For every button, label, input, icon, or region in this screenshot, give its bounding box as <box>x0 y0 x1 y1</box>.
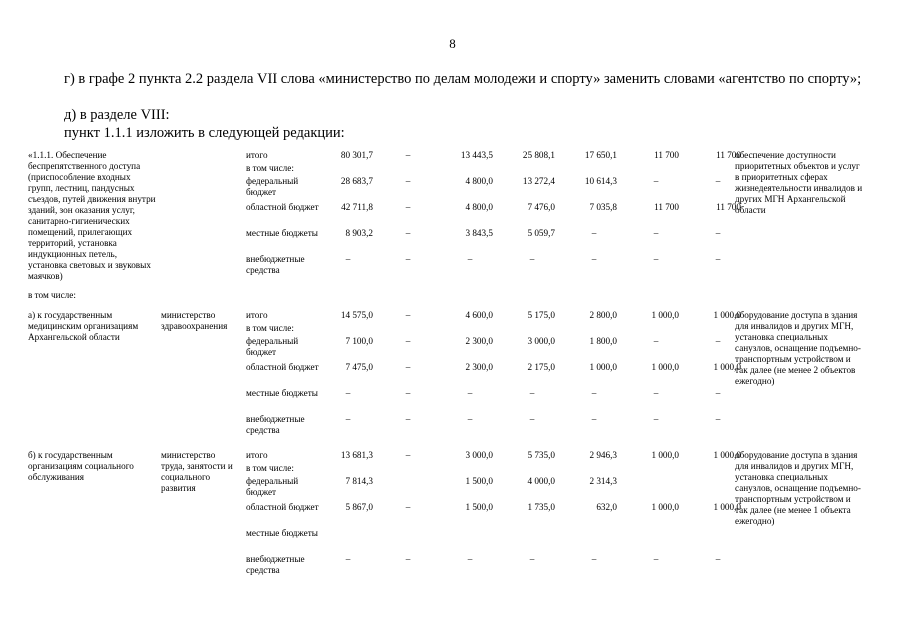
paragraph-d: д) в разделе VIII: <box>64 107 170 123</box>
fund-source-label: местные бюджеты <box>246 228 318 238</box>
in-total-label: в том числе: <box>28 290 76 300</box>
fund-value: 3 000,0 <box>465 450 493 460</box>
fund-value: 4 800,0 <box>465 202 493 212</box>
fund-row-incl <box>28 323 863 336</box>
fund-value: 1 000,0 <box>713 310 741 320</box>
fund-value: 5 735,0 <box>527 450 555 460</box>
fund-value: – <box>467 554 473 564</box>
fund-value: 7 035,8 <box>589 202 617 212</box>
fund-row-incl <box>28 463 863 476</box>
fund-value: – <box>653 254 659 264</box>
fund-value: – <box>653 336 659 346</box>
fund-value: 8 903,2 <box>345 228 373 238</box>
fund-value: 3 843,5 <box>465 228 493 238</box>
fund-row-local <box>28 228 863 254</box>
fund-value: – <box>715 388 721 398</box>
fund-source-label: федеральный бюджет <box>246 336 299 357</box>
fund-value: 42 711,8 <box>341 202 373 212</box>
fund-value: 1 500,0 <box>465 502 493 512</box>
fund-value: 7 475,0 <box>345 362 373 372</box>
fund-value: 11 700 <box>654 202 679 212</box>
fund-value: 14 575,0 <box>340 310 373 320</box>
fund-value: – <box>591 254 597 264</box>
block-description: «1.1.1. Обеспечение беспрепятственного доступа (приспособление входных групп, лестниц, пандусных съездов, путей движения внутри зданий, зон оказания услуг, санитарно-гигиенических помещений, прилегающих территорий, установка индукционных петель, установка световых и звуковых маячков) <box>28 150 156 281</box>
fund-source-label: внебюджетные средства <box>246 414 305 435</box>
fund-value: – <box>591 554 597 564</box>
fund-value: – <box>405 554 411 564</box>
fund-value: – <box>529 414 535 424</box>
table-block-a <box>28 310 863 450</box>
fund-value: 17 650,1 <box>584 150 617 160</box>
paragraph-p111: пункт 1.1.1 изложить в следующей редакции: <box>64 125 345 141</box>
fund-value: 3 000,0 <box>527 336 555 346</box>
fund-value: 7 814,3 <box>345 476 373 486</box>
fund-row-regional <box>28 362 863 388</box>
fund-value: 1 000,0 <box>713 502 741 512</box>
fund-value: 13 681,3 <box>340 450 373 460</box>
fund-value: 4 000,0 <box>527 476 555 486</box>
fund-source-label: местные бюджеты <box>246 388 318 398</box>
fund-value: 1 500,0 <box>465 476 493 486</box>
fund-value: – <box>345 388 351 398</box>
fund-value: 1 735,0 <box>527 502 555 512</box>
fund-source-label: итого <box>246 150 268 160</box>
fund-value: 1 000,0 <box>651 310 679 320</box>
block-note: обеспечение доступности приоритетных объектов и услуг в приоритетных сферах жизнедеятельности инвалидов и других МГН Архангельской области <box>735 150 863 215</box>
fund-source-label: областной бюджет <box>246 502 319 512</box>
fund-value: 25 808,1 <box>522 150 555 160</box>
fund-value: – <box>467 414 473 424</box>
fund-value: 4 600,0 <box>465 310 493 320</box>
fund-value: 4 800,0 <box>465 176 493 186</box>
fund-value: 7 100,0 <box>345 336 373 346</box>
fund-value: – <box>653 176 659 186</box>
fund-value: 1 000,0 <box>651 502 679 512</box>
fund-value: 5 059,7 <box>527 228 555 238</box>
fund-value: – <box>715 414 721 424</box>
block-note: оборудование доступа в здания для инвалидов и других МГН, установка специальных санузлов, оснащение подъемно-транспортным устройством и так далее (не менее 1 объекта ежегодно) <box>735 450 861 526</box>
fund-value: 1 000,0 <box>713 362 741 372</box>
fund-value: 13 443,5 <box>460 150 493 160</box>
fund-row-regional <box>28 502 863 528</box>
fund-value: 13 272,4 <box>522 176 555 186</box>
fund-value: – <box>345 254 351 264</box>
fund-value: – <box>591 414 597 424</box>
fund-source-label: итого <box>246 310 268 320</box>
block-description: б) к государственным организациям социального обслуживания <box>28 450 134 482</box>
fund-value: 7 476,0 <box>527 202 555 212</box>
fund-value: 1 800,0 <box>589 336 617 346</box>
fund-value: – <box>715 554 721 564</box>
fund-value: 1 000,0 <box>713 450 741 460</box>
fund-value: – <box>467 388 473 398</box>
fund-value: 5 867,0 <box>345 502 373 512</box>
fund-value: 1 000,0 <box>589 362 617 372</box>
fund-value: 2 300,0 <box>465 336 493 346</box>
fund-value: 1 000,0 <box>651 362 679 372</box>
fund-value: – <box>715 254 721 264</box>
fund-value: 11 700 <box>716 202 741 212</box>
fund-value: – <box>405 388 411 398</box>
fund-value: – <box>529 388 535 398</box>
fund-row-total <box>28 150 863 163</box>
fund-value: – <box>345 414 351 424</box>
fund-value: 1 000,0 <box>651 450 679 460</box>
fund-value: – <box>591 228 597 238</box>
fund-value: – <box>467 254 473 264</box>
fund-value: – <box>405 502 411 512</box>
page-number: 8 <box>449 36 456 51</box>
fund-source-label: в том числе: <box>246 163 294 173</box>
fund-value: 2 300,0 <box>465 362 493 372</box>
fund-value: – <box>591 388 597 398</box>
fund-value: – <box>405 202 411 212</box>
fund-value: 11 700 <box>716 150 741 160</box>
fund-source-label: федеральный бюджет <box>246 476 299 497</box>
fund-row-local <box>28 388 863 414</box>
fund-value: – <box>653 554 659 564</box>
block-executor: министерство здравоохранения <box>161 310 228 331</box>
fund-source-label: итого <box>246 450 268 460</box>
fund-value: – <box>715 336 721 346</box>
fund-value: – <box>653 414 659 424</box>
fund-source-label: федеральный бюджет <box>246 176 299 197</box>
fund-value: 80 301,7 <box>340 150 373 160</box>
fund-value: – <box>405 150 411 160</box>
fund-source-label: областной бюджет <box>246 362 319 372</box>
fund-value: 10 614,3 <box>584 176 617 186</box>
fund-source-label: внебюджетные средства <box>246 254 305 275</box>
fund-source-label: областной бюджет <box>246 202 319 212</box>
fund-value: – <box>405 176 411 186</box>
block-description: а) к государственным медицинским организациям Архангельской области <box>28 310 139 342</box>
fund-value: – <box>653 388 659 398</box>
table-block-b <box>28 450 863 590</box>
program-table <box>28 150 863 590</box>
block-note: оборудование доступа в здания для инвалидов и других МГН, установка специальных санузлов, оснащение подъемно-транспортным устройством и так далее (не менее 2 объектов ежегодно) <box>735 310 861 386</box>
fund-row-incl <box>28 163 863 176</box>
fund-value: 28 683,7 <box>340 176 373 186</box>
fund-value: 632,0 <box>596 502 617 512</box>
fund-value: – <box>529 554 535 564</box>
fund-value: – <box>405 336 411 346</box>
fund-row-federal <box>28 176 863 202</box>
fund-value: 5 175,0 <box>527 310 555 320</box>
fund-row-extra <box>28 254 863 280</box>
fund-row-regional <box>28 202 863 228</box>
fund-row-extra <box>28 414 863 440</box>
fund-source-label: внебюджетные средства <box>246 554 305 575</box>
fund-value: 11 700 <box>654 150 679 160</box>
paragraph-g: г) в графе 2 пункта 2.2 раздела VII слова «министерство по делам молодежи и спорту» заменить словами «агентство по спорту»; <box>64 71 862 87</box>
fund-row-federal <box>28 476 863 502</box>
fund-value: – <box>715 228 721 238</box>
fund-value: 2 314,3 <box>589 476 617 486</box>
fund-value: – <box>405 228 411 238</box>
fund-row-extra <box>28 554 863 580</box>
fund-row-total <box>28 310 863 323</box>
table-block-1-1-1 <box>28 150 863 290</box>
fund-value: – <box>405 254 411 264</box>
fund-value: – <box>405 450 411 460</box>
fund-source-label: местные бюджеты <box>246 528 318 538</box>
fund-source-label: в том числе: <box>246 463 294 473</box>
fund-value: – <box>653 228 659 238</box>
fund-value: – <box>405 362 411 372</box>
fund-row-local <box>28 528 863 554</box>
fund-row-total <box>28 450 863 463</box>
fund-value: 2 175,0 <box>527 362 555 372</box>
fund-value: 2 800,0 <box>589 310 617 320</box>
fund-value: – <box>405 310 411 320</box>
fund-value: 2 946,3 <box>589 450 617 460</box>
fund-value: – <box>529 254 535 264</box>
fund-value: – <box>345 554 351 564</box>
fund-row-federal <box>28 336 863 362</box>
fund-value: – <box>405 414 411 424</box>
block-executor: министерство труда, занятости и социального развития <box>161 450 233 493</box>
fund-source-label: в том числе: <box>246 323 294 333</box>
fund-value: – <box>715 176 721 186</box>
